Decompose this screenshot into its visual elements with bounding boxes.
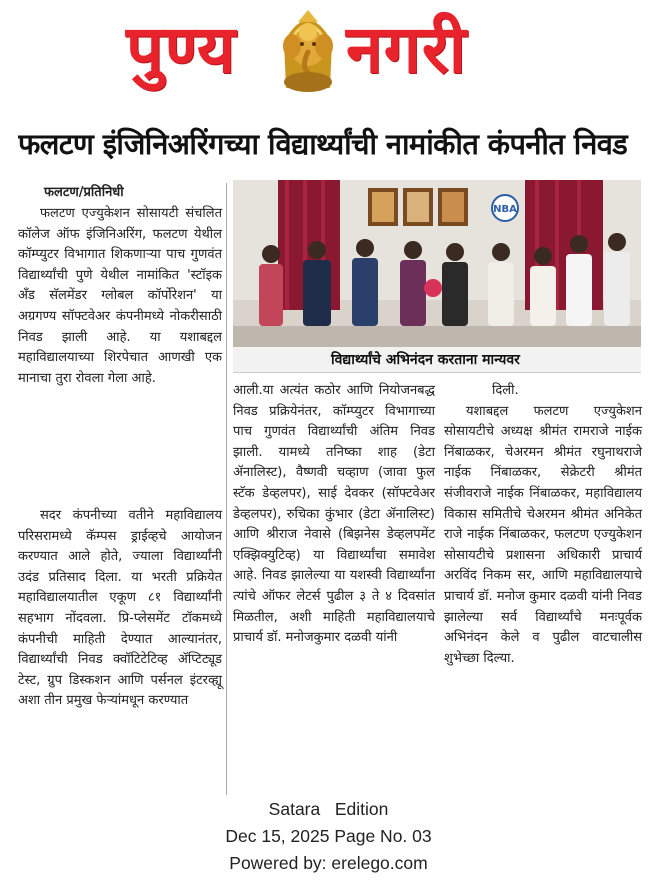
footer-date-page: Dec 15, 2025 Page No. 03	[225, 826, 432, 846]
article-photo	[233, 180, 641, 347]
footer-edition: Satara Edition	[268, 799, 389, 819]
masthead	[0, 0, 657, 100]
masthead-title-left: पुण्य	[126, 11, 237, 88]
right-paragraph-1: दिली.	[492, 383, 519, 398]
left-paragraph-1: फलटण एज्युकेशन सोसायटी संचलित कॉलेज ऑफ इंजिनिअरिंग, फलटण येथील कॉम्प्युटर विभागात शिकणाऱ्या पाच गुणवंत विद्यार्थ्यांची पुणे येथील नामांकित 'स्टॉइक अँड सॅलमेंडर ग्लोबल कॉर्पोरेशन' या अग्रगण्य सॉफ्टवेअर कंपनीमध्ये नोकरीसाठी निवड झाली आहे. या यशाबद्दल महाविद्यालयाच्या शिरपेचात आणखी एक मानाचा तुरा रोवला गेला आहे.	[18, 206, 222, 386]
photo-caption-text: विद्यार्थ्यांचे अभिनंदन करताना मान्यवर	[331, 352, 520, 368]
article-headline: फलटण इंजिनिअरिंगच्या विद्यार्थ्यांची नामांकीत कंपनीत निवड	[18, 127, 628, 161]
column-divider	[226, 183, 227, 795]
ganesh-idol-icon	[272, 2, 344, 96]
nba-logo-text: NBA	[493, 204, 517, 215]
middle-column	[233, 381, 435, 649]
middle-paragraph-1: आली.या अत्यंत कठोर आणि नियोजनबद्ध निवड प्रक्रियेनंतर, कॉम्प्युटर विभागाच्या पाच गुणवंत विद्यार्थ्यांची अंतिम निवड झाली. यामध्ये तनिष्का शाह (डेटा ॲनालिस्ट), वैष्णवी चव्हाण (जावा फुल स्टॅक डेव्हलपर), साई देवकर (सॉफ्टवेअर डेव्हलपर), रुचिका कुंभार (डेटा ॲनालिस्ट) आणि श्रीराज नेवासे (बिझनेस डेव्हलपमेंट एक्झिक्युटिव्ह) या विद्यार्थ्यांचा समावेश आहे. निवड झालेल्या या यशस्वी विद्यार्थ्यांना त्यांचे ऑफर लेटर्स पुढील ३ ते ४ दिवसांत मिळतील, अशी माहिती महाविद्यालयाचे प्राचार्य डॉ. मनोजकुमार दळवी यांनी	[233, 383, 435, 646]
byline: फलटण/प्रतिनिधी	[44, 185, 124, 200]
left-paragraph-2: सदर कंपनीच्या वतीने महाविद्यालय परिसरामध्ये कॅम्पस ड्राईव्हचे आयोजन करण्यात आले होते, ज्याला विद्यार्थ्यांनी उदंड प्रतिसाद दिला. या भरती प्रक्रियेत महाविद्यालयातील एकूण ८१ विद्यार्थ्यांनी सहभाग नोंदवला. प्रि-प्लेसमेंट टॉकमध्ये कंपनीची माहिती देण्यात आल्यानंतर, विद्यार्थ्यांची निवड क्वॉटिटेटिव्ह ॲप्टिट्यूड टेस्ट, ग्रुप डिस्कशन आणि पर्सनल इंटरव्ह्यू अशा तीन प्रमुख फेऱ्यांमधून करण्यात	[18, 508, 222, 709]
right-column	[444, 381, 642, 669]
right-paragraph-2: यशाबद्दल फलटण एज्युकेशन सोसायटीचे अध्यक्ष श्रीमंत रामराजे नाईक निंबाळकर, चेअरमन श्रीमंत रघुनाथराजे नाईक निंबाळकर, सेक्रेटरी श्रीमंत संजीवराजे नाईक निंबाळकर, महाविद्यालय विकास समितीचे चेअरमन श्रीमंत अनिकेत राजे नाईक निंबाळकर, फलटण एज्युकेशन सोसायटीचे प्रशासना अधिकारी प्राचार्य अरविंद निकम सर, आणि महाविद्यालयाचे प्राचार्य डॉ. मनोज कुमार दळवी यांनी निवड झालेल्या सर्व विद्यार्थ्यांचे मनःपूर्वक अभिनंदन केले व पुढील वाटचालीस शुभेच्छा दिल्या.	[444, 403, 642, 666]
footer-powered-by: Powered by: erelego.com	[229, 853, 428, 873]
photo-caption	[233, 347, 641, 373]
masthead-title-right: नगरी	[346, 11, 467, 88]
footer	[0, 796, 657, 877]
